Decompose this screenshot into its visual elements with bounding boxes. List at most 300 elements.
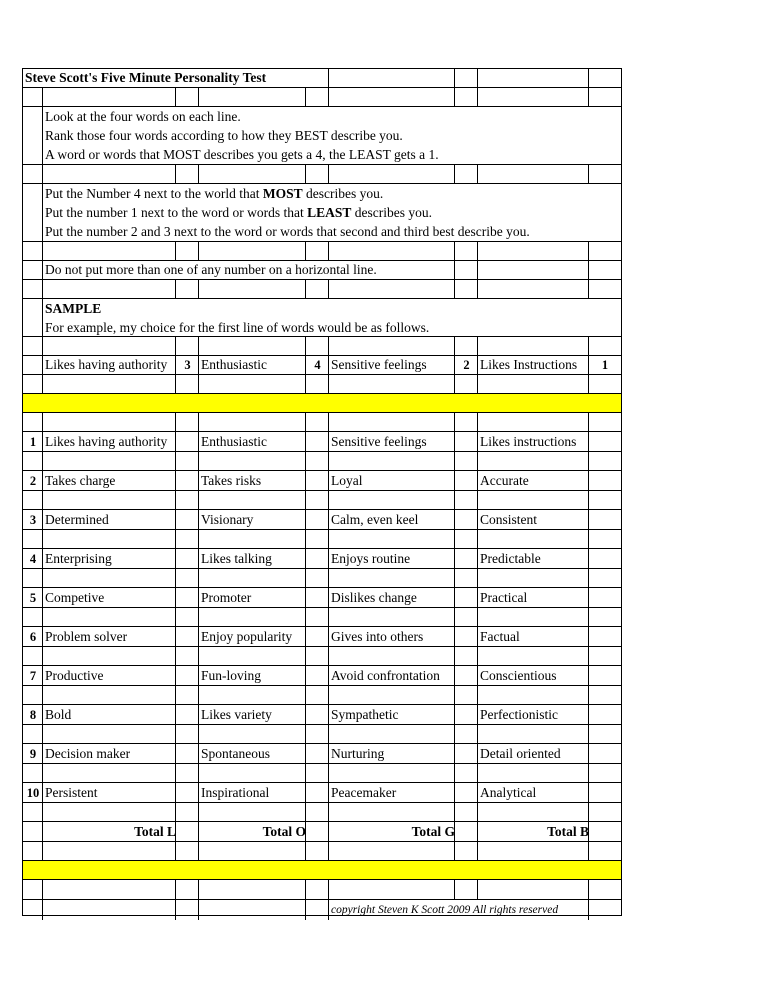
grid-line <box>175 880 176 899</box>
trait-word: Dislikes change <box>331 589 417 605</box>
score-input[interactable] <box>306 432 331 451</box>
instruction-line: Rank those four words according to how they BEST describe you. <box>45 128 403 143</box>
grid-line <box>305 686 306 704</box>
grid-line <box>588 725 589 743</box>
test-row <box>23 432 621 452</box>
trait-word: Likes instructions <box>480 433 577 449</box>
highlight-row <box>23 394 621 413</box>
grid-line <box>305 337 306 355</box>
row-number: 9 <box>29 746 37 761</box>
grid-line <box>328 242 329 260</box>
blank-row <box>23 530 621 549</box>
grid-line <box>175 842 176 860</box>
grid-line <box>328 452 329 470</box>
grid-line <box>305 491 306 509</box>
blank-row <box>23 725 621 744</box>
trait-word: Detail oriented <box>480 745 561 761</box>
grid-line <box>198 337 199 355</box>
row-number: 8 <box>29 707 37 722</box>
grid-line <box>328 880 329 899</box>
grid-line <box>198 280 199 298</box>
grid-line <box>588 608 589 626</box>
sample-score: 1 <box>601 358 609 372</box>
total-label: Total O <box>262 823 306 839</box>
grid-line <box>305 375 306 393</box>
trait-word: Gives into others <box>331 628 424 644</box>
sample-word: Enthusiastic <box>201 357 267 372</box>
score-input[interactable] <box>455 510 480 529</box>
trait-word: Conscientious <box>480 667 557 683</box>
instruction-line: Put the number 2 and 3 next to the word or words that second and third best describe you. <box>45 224 530 239</box>
grid-line <box>305 530 306 548</box>
grid-line <box>175 375 176 393</box>
grid-line <box>328 530 329 548</box>
test-row <box>23 549 621 569</box>
blank-row <box>23 491 621 510</box>
score-input[interactable] <box>589 705 623 724</box>
grid-line <box>175 452 176 470</box>
sample-score: 3 <box>184 358 191 372</box>
trait-word: Problem solver <box>45 628 128 644</box>
score-input[interactable] <box>176 510 201 529</box>
sample-heading: SAMPLE <box>45 300 102 316</box>
grid-line <box>42 880 43 899</box>
sample-word: Sensitive feelings <box>331 357 427 372</box>
test-row <box>23 471 621 491</box>
trait-word: Takes charge <box>45 472 116 488</box>
blank-row <box>23 569 621 588</box>
grid-line <box>175 803 176 821</box>
trait-word: Factual <box>480 628 520 644</box>
grid-line <box>477 803 478 821</box>
grid-line <box>454 569 455 587</box>
trait-word: Spontaneous <box>201 745 270 761</box>
page-title: Steve Scott's Five Minute Personality Test <box>25 70 267 85</box>
trait-word: Perfectionistic <box>480 706 558 722</box>
grid-line <box>454 764 455 782</box>
grid-line <box>588 880 589 899</box>
grid-line <box>198 880 199 899</box>
grid-line <box>588 569 589 587</box>
grid-line <box>305 880 306 899</box>
grid-line <box>198 842 199 860</box>
test-row <box>23 744 621 764</box>
grid-line <box>588 686 589 704</box>
sample-word: Likes having authority <box>45 357 168 372</box>
test-row <box>23 588 621 608</box>
sample-row <box>23 356 621 375</box>
total-value[interactable] <box>589 822 623 841</box>
grid-line <box>328 491 329 509</box>
grid-line <box>175 337 176 355</box>
grid-line <box>454 725 455 743</box>
personality-test-sheet <box>22 68 622 916</box>
grid-line <box>198 608 199 626</box>
grid-line <box>42 647 43 665</box>
trait-word: Takes risks <box>201 472 262 488</box>
grid-line <box>328 280 329 298</box>
grid-line <box>588 530 589 548</box>
blank-row <box>23 842 621 861</box>
grid-line <box>42 280 43 298</box>
grid-line <box>477 569 478 587</box>
score-input[interactable] <box>306 471 331 490</box>
trait-word: Decision maker <box>45 745 131 761</box>
grid-line <box>454 375 455 393</box>
grid-line <box>328 608 329 626</box>
trait-word: Determined <box>45 511 109 527</box>
score-input[interactable] <box>306 783 331 802</box>
score-input[interactable] <box>306 705 331 724</box>
row-number: 3 <box>29 512 37 527</box>
grid-line <box>588 803 589 821</box>
grid-line <box>454 686 455 704</box>
grid-line <box>198 88 199 106</box>
grid-line <box>454 165 455 183</box>
trait-word: Loyal <box>331 472 363 488</box>
grid-line <box>198 725 199 743</box>
grid-line <box>477 165 478 183</box>
grid-line <box>477 337 478 355</box>
grid-line <box>198 686 199 704</box>
grid-line <box>198 530 199 548</box>
grid-line <box>454 280 455 298</box>
grid-line <box>42 764 43 782</box>
score-input[interactable] <box>176 627 201 646</box>
score-input[interactable] <box>176 549 201 568</box>
grid-line <box>42 803 43 821</box>
grid-line <box>477 413 478 431</box>
grid-line <box>477 764 478 782</box>
grid-line <box>454 242 455 260</box>
grid-line <box>305 88 306 106</box>
grid-line <box>175 242 176 260</box>
grid-line <box>588 69 589 87</box>
score-input[interactable] <box>589 666 623 685</box>
grid-line <box>454 647 455 665</box>
instruction-line: Put the number 1 next to the word or words that LEAST describes you. <box>45 205 432 220</box>
grid-line <box>454 88 455 106</box>
grid-line <box>477 880 478 899</box>
score-input[interactable] <box>589 783 623 802</box>
grid-line <box>477 530 478 548</box>
blank-row <box>23 880 621 900</box>
grid-line <box>42 725 43 743</box>
grid-line <box>477 261 478 279</box>
row-number: 4 <box>29 551 37 566</box>
totals-row <box>23 822 621 842</box>
total-label: Total B <box>547 823 589 839</box>
score-input[interactable] <box>306 744 331 763</box>
score-input[interactable] <box>589 744 623 763</box>
trait-word: Practical <box>480 589 528 605</box>
score-input[interactable] <box>455 432 480 451</box>
score-input[interactable] <box>589 627 623 646</box>
grid-line <box>305 764 306 782</box>
copyright-text: copyright Steven K Scott 2009 All rights reserved <box>331 904 559 916</box>
blank-row <box>23 647 621 666</box>
grid-line <box>477 452 478 470</box>
grid-line <box>454 69 455 87</box>
grid-line <box>42 900 43 920</box>
score-input[interactable] <box>455 471 480 490</box>
trait-word: Fun-loving <box>201 667 262 683</box>
row-number: 10 <box>26 785 40 800</box>
total-label: Total L <box>134 823 176 839</box>
score-input[interactable] <box>306 666 331 685</box>
grid-line <box>328 413 329 431</box>
grid-line <box>477 725 478 743</box>
grid-line <box>175 530 176 548</box>
row-number: 2 <box>29 473 37 488</box>
score-input[interactable] <box>455 783 480 802</box>
grid-line <box>42 413 43 431</box>
score-input[interactable] <box>589 471 623 490</box>
grid-line <box>175 165 176 183</box>
instruction-line: Put the Number 4 next to the world that MOST describes you. <box>45 186 384 201</box>
score-input[interactable] <box>455 549 480 568</box>
grid-line <box>305 280 306 298</box>
blank-row <box>23 88 621 107</box>
grid-line <box>42 375 43 393</box>
sample-score: 2 <box>463 358 470 372</box>
instruction-horizontal-row <box>23 261 621 280</box>
trait-word: Peacemaker <box>331 784 397 800</box>
grid-line <box>42 242 43 260</box>
trait-word: Enthusiastic <box>201 433 267 449</box>
grid-line <box>328 569 329 587</box>
test-row <box>23 705 621 725</box>
score-input[interactable] <box>306 588 331 607</box>
grid-line <box>42 530 43 548</box>
score-input[interactable] <box>176 588 201 607</box>
trait-word: Visionary <box>201 511 254 527</box>
grid-line <box>175 280 176 298</box>
grid-line <box>175 413 176 431</box>
trait-word: Avoid confrontation <box>331 667 440 683</box>
instruction-line: Look at the four words on each line. <box>45 109 241 124</box>
grid-line <box>305 842 306 860</box>
grid-line <box>175 569 176 587</box>
grid-line <box>175 900 176 920</box>
grid-line <box>305 647 306 665</box>
blank-row <box>23 375 621 394</box>
trait-word: Productive <box>45 667 104 683</box>
grid-line <box>328 337 329 355</box>
trait-word: Persistent <box>45 784 98 800</box>
grid-line <box>305 725 306 743</box>
test-row <box>23 510 621 530</box>
sample-note: For example, my choice for the first line of words would be as follows. <box>45 319 430 335</box>
score-input[interactable] <box>176 783 201 802</box>
score-input[interactable] <box>589 432 623 451</box>
blank-row <box>23 452 621 471</box>
grid-line <box>175 686 176 704</box>
trait-word: Nurturing <box>331 745 385 761</box>
test-row <box>23 666 621 686</box>
grid-line <box>328 647 329 665</box>
trait-word: Likes variety <box>201 706 272 722</box>
grid-line <box>477 647 478 665</box>
grid-line <box>588 242 589 260</box>
grid-line <box>328 764 329 782</box>
trait-word: Sensitive feelings <box>331 433 427 449</box>
grid-line <box>305 242 306 260</box>
grid-line <box>588 280 589 298</box>
grid-line <box>477 280 478 298</box>
score-input[interactable] <box>589 588 623 607</box>
grid-line <box>198 452 199 470</box>
grid-line <box>198 413 199 431</box>
grid-line <box>454 803 455 821</box>
score-input[interactable] <box>306 549 331 568</box>
grid-line <box>477 88 478 106</box>
grid-line <box>305 900 306 920</box>
score-input[interactable] <box>455 744 480 763</box>
score-input[interactable] <box>306 510 331 529</box>
row-number: 5 <box>29 590 37 605</box>
copyright-row <box>23 900 621 920</box>
instruction-horizontal: Do not put more than one of any number on a horizontal line. <box>45 262 377 277</box>
grid-line <box>454 880 455 899</box>
grid-line <box>477 242 478 260</box>
grid-line <box>305 165 306 183</box>
trait-word: Inspirational <box>201 784 270 800</box>
trait-word: Analytical <box>480 784 537 800</box>
blank-row <box>23 803 621 822</box>
grid-line <box>588 413 589 431</box>
grid-line <box>328 725 329 743</box>
grid-line <box>198 375 199 393</box>
grid-line <box>175 764 176 782</box>
grid-line <box>588 165 589 183</box>
score-input[interactable] <box>455 627 480 646</box>
grid-line <box>477 69 478 87</box>
score-input[interactable] <box>176 744 201 763</box>
grid-line <box>198 569 199 587</box>
grid-line <box>477 375 478 393</box>
grid-line <box>588 764 589 782</box>
total-value[interactable] <box>306 822 331 841</box>
blank-row <box>23 280 621 299</box>
grid-line <box>588 452 589 470</box>
grid-line <box>198 900 199 920</box>
total-value[interactable] <box>176 822 201 841</box>
test-row <box>23 783 621 803</box>
grid-line <box>454 842 455 860</box>
grid-line <box>42 569 43 587</box>
grid-line <box>454 530 455 548</box>
trait-word: Sympathetic <box>331 706 399 722</box>
grid-line <box>328 375 329 393</box>
grid-line <box>588 88 589 106</box>
sample-block <box>23 299 621 337</box>
grid-line <box>175 608 176 626</box>
grid-line <box>198 242 199 260</box>
grid-line <box>588 491 589 509</box>
score-input[interactable] <box>455 588 480 607</box>
trait-word: Promoter <box>201 589 252 605</box>
grid-line <box>454 491 455 509</box>
trait-word: Likes having authority <box>45 433 168 449</box>
grid-line <box>588 842 589 860</box>
grid-line <box>328 686 329 704</box>
grid-line <box>454 608 455 626</box>
grid-line <box>588 375 589 393</box>
sample-score: 4 <box>314 358 321 372</box>
grid-line <box>175 647 176 665</box>
blank-row <box>23 242 621 261</box>
score-input[interactable] <box>176 471 201 490</box>
grid-line <box>42 337 43 355</box>
instruction-line: A word or words that MOST describes you gets a 4, the LEAST gets a 1. <box>45 147 439 162</box>
grid-line <box>305 569 306 587</box>
instructions-rank-text <box>43 107 623 164</box>
row-number: 6 <box>29 629 37 644</box>
total-value[interactable] <box>455 822 480 841</box>
grid-line <box>198 491 199 509</box>
score-input[interactable] <box>589 510 623 529</box>
grid-line <box>454 413 455 431</box>
grid-line <box>198 764 199 782</box>
grid-line <box>454 337 455 355</box>
grid-line <box>477 686 478 704</box>
score-input[interactable] <box>589 549 623 568</box>
grid-line <box>42 686 43 704</box>
grid-line <box>42 491 43 509</box>
sample-text <box>43 299 623 336</box>
score-input[interactable] <box>176 432 201 451</box>
score-input[interactable] <box>176 666 201 685</box>
grid-line <box>588 261 589 279</box>
score-input[interactable] <box>455 705 480 724</box>
grid-line <box>454 452 455 470</box>
grid-line <box>198 165 199 183</box>
trait-word: Predictable <box>480 550 541 566</box>
instructions-numbers <box>23 184 621 242</box>
trait-word: Consistent <box>480 511 538 527</box>
grid-line <box>42 88 43 106</box>
score-input[interactable] <box>455 666 480 685</box>
blank-row <box>23 337 621 356</box>
blank-row <box>23 165 621 184</box>
blank-row <box>23 608 621 627</box>
grid-line <box>328 165 329 183</box>
grid-line <box>588 337 589 355</box>
score-input[interactable] <box>306 627 331 646</box>
grid-line <box>328 803 329 821</box>
row-number: 1 <box>29 434 37 449</box>
blank-row <box>23 764 621 783</box>
trait-word: Enjoy popularity <box>201 628 293 644</box>
grid-line <box>175 725 176 743</box>
instructions-rank <box>23 107 621 165</box>
sample-word: Likes Instructions <box>480 357 578 372</box>
grid-line <box>477 842 478 860</box>
grid-line <box>42 452 43 470</box>
score-input[interactable] <box>176 705 201 724</box>
trait-word: Bold <box>45 706 72 722</box>
blank-row <box>23 413 621 432</box>
trait-word: Accurate <box>480 472 529 488</box>
title-row <box>23 69 621 88</box>
trait-word: Likes talking <box>201 550 272 566</box>
grid-line <box>198 803 199 821</box>
highlight-row <box>23 861 621 880</box>
grid-line <box>328 88 329 106</box>
grid-line <box>305 608 306 626</box>
grid-line <box>175 88 176 106</box>
